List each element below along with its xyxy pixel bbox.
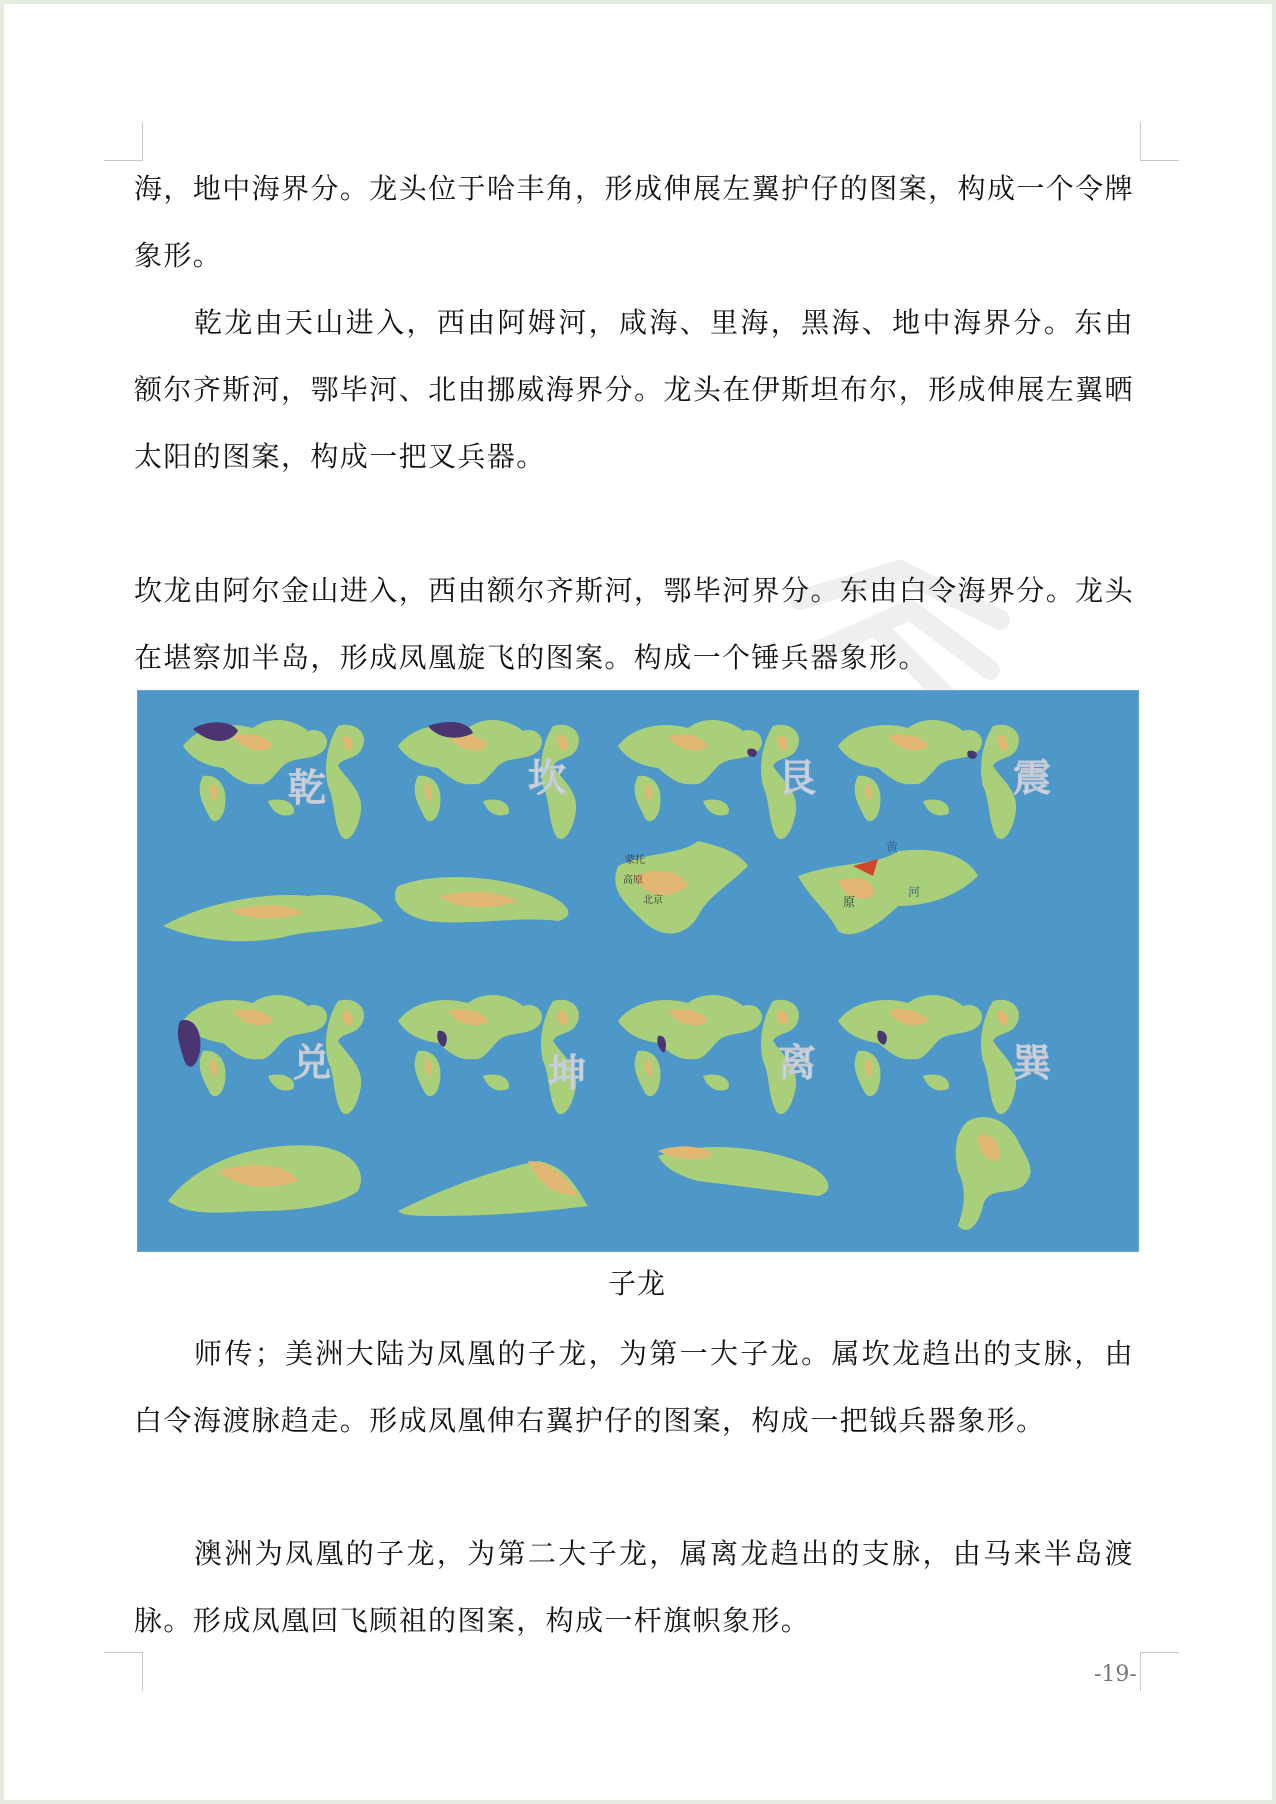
trigram-dragon-maps-figure [137,690,1139,1252]
paragraph-australia: 澳洲为凤凰的子龙，为第二大子龙，属离龙趋出的支脉，由马来半岛渡脉。形成凤凰回飞顾祖的图案，构成一杆旗帜象形。 [134,1537,1134,1637]
trigram-label-kan: 坎 [528,755,567,800]
paragraph-americas: 师传；美洲大陆为凤凰的子龙，为第一大子龙。属坎龙趋出的支脉，由白令海渡脉趋走。形成凤凰伸右翼护仔的图案，构成一把钺兵器象形。 [134,1337,1134,1437]
paragraph-continued: 海，地中海界分。龙头位于哈丰角，形成伸展左翼护仔的图案，构成一个令牌象形。 [134,172,1134,272]
zhen-annotation-2: 河 [908,885,921,899]
gen-annotation-2: 高原 [623,875,643,886]
trigram-label-zhen: 震 [1013,755,1052,800]
trigram-label-gen: 艮 [778,755,817,800]
gen-annotation-3: 北京 [643,895,663,906]
zhen-annotation-1: 黄 [886,840,899,854]
page-number: -19- [1094,1662,1137,1687]
figure-caption: 子龙 [607,1267,666,1300]
crop-mark-bottom-right [1140,1652,1179,1691]
gen-annotation-1: 蒙托 [625,855,645,866]
trigram-label-kun: 坤 [548,1050,587,1095]
paragraph-kan-dragon: 坎龙由阿尔金山进入，西由额尔齐斯河，鄂毕河界分。东由白令海界分。龙头在堪察加半岛，形成凤凰旋飞的图案。构成一个锤兵器象形。 [134,574,1134,674]
trigram-label-xun: 巽 [1013,1040,1052,1085]
trigram-label-qian: 乾 [288,765,327,810]
crop-mark-bottom-left [104,1652,143,1691]
trigram-label-li: 离 [778,1040,817,1085]
trigram-label-dui: 兑 [293,1040,332,1085]
paragraph-qian-dragon: 乾龙由天山进入，西由阿姆河，咸海、里海，黑海、地中海界分。东由额尔齐斯河，鄂毕河、北由挪威海界分。龙头在伊斯坦布尔，形成伸展左翼晒太阳的图案，构成一把叉兵器。 [134,306,1134,473]
crop-mark-top-right [1140,122,1179,161]
zhen-annotation-3: 原 [843,895,856,909]
map-illustration [138,691,1138,1251]
